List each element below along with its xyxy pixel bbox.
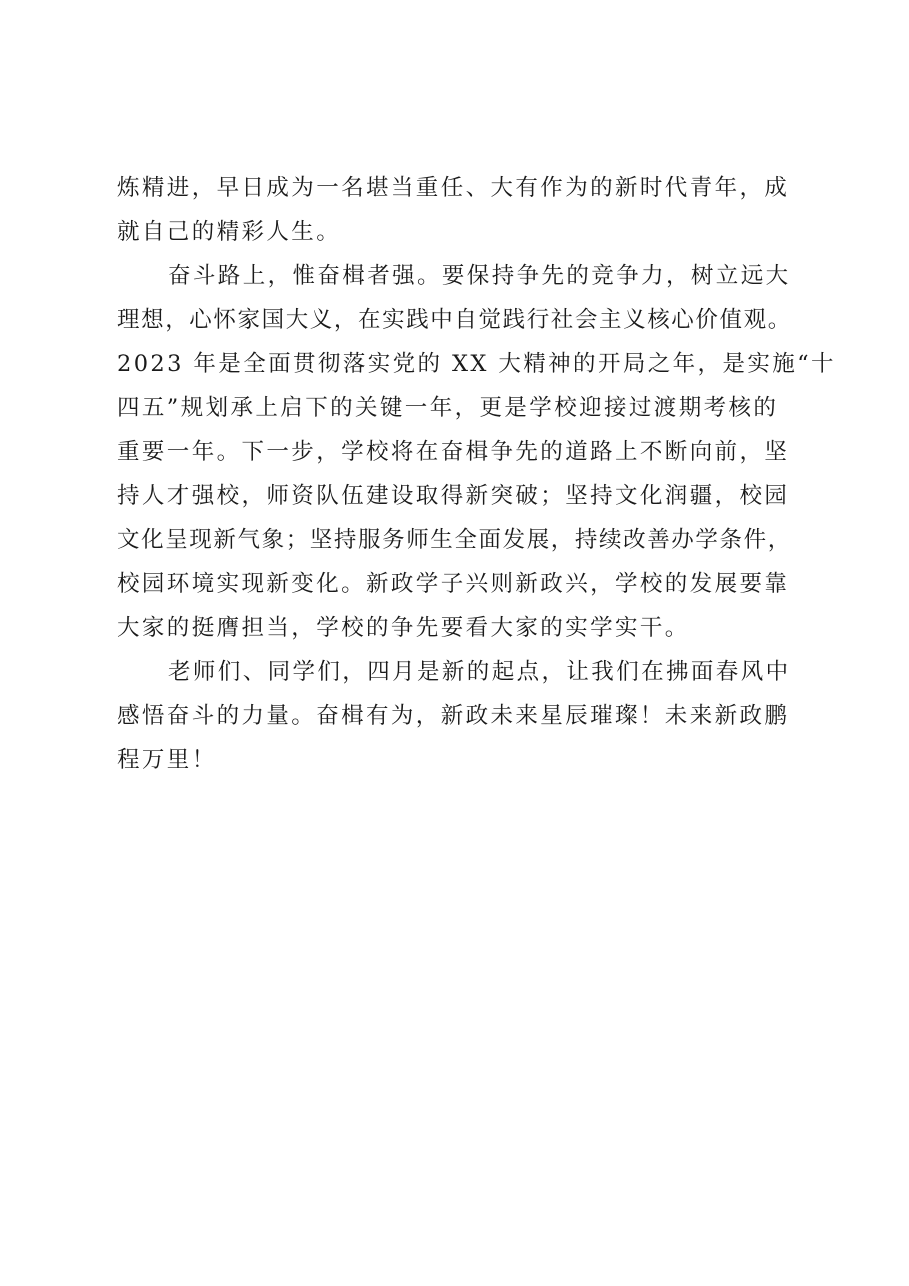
paragraph-start-line: 老师们、同学们，四月是新的起点，让我们在拂面春风中 xyxy=(168,659,791,685)
body-text xyxy=(117,166,836,782)
text-line: 持人才强校，师资队伍建设取得新突破；坚持文化润疆，校园 xyxy=(117,483,790,509)
text-line: 感悟奋斗的力量。奋楫有为，新政未来星辰璀璨！未来新政鹏 xyxy=(117,703,790,729)
text-line: 就自己的精彩人生。 xyxy=(117,219,342,245)
text-line: 四五”规划承上启下的关键一年，更是学校迎接过渡期考核的 xyxy=(117,395,779,421)
text-line: 大家的挺膺担当，学校的争先要看大家的实学实干。 xyxy=(117,615,690,641)
text-line: 程万里！ xyxy=(117,747,217,773)
text-line: 2023 年是全面贯彻落实党的 XX 大精神的开局之年，是实施“十 xyxy=(117,351,836,377)
text-line: 校园环境实现新变化。新政学子兴则新政兴，学校的发展要靠 xyxy=(117,571,790,597)
text-line: 文化呈现新气象；坚持服务师生全面发展，持续改善办学条件， xyxy=(117,527,792,553)
paragraph-start-line: 奋斗路上，惟奋楫者强。要保持争先的竞争力，树立远大 xyxy=(168,263,791,289)
text-line: 炼精进，早日成为一名堪当重任、大有作为的新时代青年，成 xyxy=(117,175,790,201)
text-line: 重要一年。下一步，学校将在奋楫争先的道路上不断向前，坚 xyxy=(117,439,790,465)
text-line: 理想，心怀家国大义，在实践中自觉践行社会主义核心价值观。 xyxy=(117,307,792,333)
